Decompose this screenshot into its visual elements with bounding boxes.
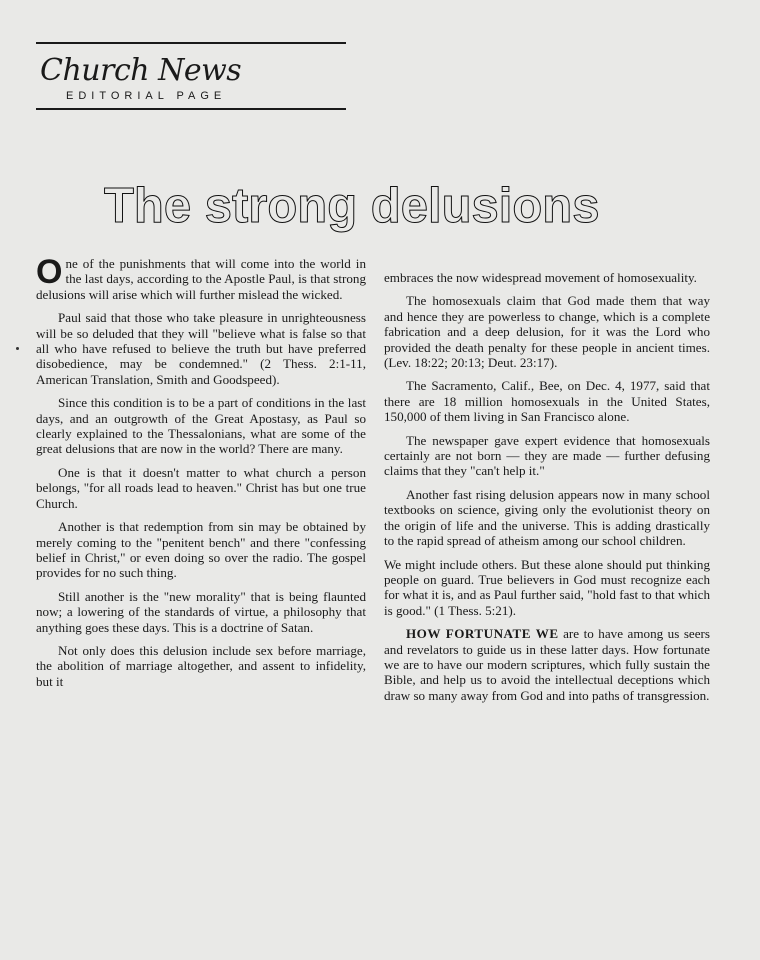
closing-text: are to have among us seers and revelators to guide us in these latter days. How fortunate we are to have our modern scriptures, which fully sustain the Bible, and help us to avoid the intellectual deceptions which draw so many away from God and into paths of transgression. — [384, 626, 710, 703]
masthead-bottom-rule — [36, 108, 346, 110]
masthead-title: Church News — [40, 53, 242, 88]
paragraph-4: One is that it doesn't matter to what church a person belongs, "for all roads lead to heaven." Christ has but one true Church. — [36, 464, 366, 511]
paragraph-7: Not only does this delusion include sex before marriage, the abolition of marriage altogether, and assent to infidelity, but it — [36, 642, 366, 689]
paragraph-5: Another is that redemption from sin may be obtained by merely coming to the "penitent bench" and there "confessing belief in Christ," or even doing so over the radio. The gospel provides for no such thing. — [36, 519, 366, 581]
paragraph-9: The Sacramento, Calif., Bee, on Dec. 4, 1977, said that there are 18 million homosexuals in the United States, 150,000 of them living in San Francisco alone. — [384, 378, 710, 425]
drop-cap: O — [36, 253, 63, 291]
paragraph-3: Since this condition is to be a part of conditions in the last days, and an outgrowth of the Great Apostasy, as Paul so clearly explained to the Thessalonians, what are some of the great delusions that are now in the world? There are many. — [36, 395, 366, 457]
masthead — [36, 42, 346, 110]
paragraph-7-continued: embraces the now widespread movement of homosexuality. — [384, 270, 697, 285]
paragraph-6: Still another is the "new morality" that is being flaunted now; a lowering of the standards of virtue, a philosophy that anything goes these days. This is a doctrine of Satan. — [36, 588, 366, 635]
paragraph-2: Paul said that those who take pleasure in unrighteousness will be so deluded that they will "believe what is false so that all who have refused to believe the truth but have preferred disobedience, may be condemned." (2 Thess. 2:1-11, American Translation, Smith and Goodspeed). — [36, 310, 366, 387]
paragraph-12: We might include others. But these alone should put thinking people on guard. True believers in God must recognize each for what it is, and as Paul further said, "hold fast to that which is good." (1 Thess. 5:21). — [384, 556, 710, 618]
closing-run-in: HOW FORTUNATE WE — [406, 626, 559, 642]
paragraph-11: Another fast rising delusion appears now in many school textbooks on science, giving only the evolutionist theory on the origin of life and the universe. This is adding drastically to the rapid spread of atheism among our school children. — [384, 486, 710, 549]
article-column-right — [384, 270, 710, 711]
paragraph-10: The newspaper gave expert evidence that homosexuals certainly are not born — they are made — further defusing claims that they "can't help it." — [384, 432, 710, 479]
masthead-subtitle: EDITORIAL PAGE — [66, 90, 227, 102]
paragraph-1-text: ne of the punishments that will come into the world in the last days, according to the Apostle Paul, is that strong delusions will arise which will further mislead the wicked. — [36, 256, 366, 302]
paragraph-1 — [36, 253, 366, 302]
masthead-top-rule — [36, 42, 346, 44]
margin-mark — [16, 347, 19, 350]
article-headline: The strong delusions — [104, 179, 600, 233]
paragraph-closing — [384, 626, 710, 703]
article-column-left — [36, 253, 366, 697]
paragraph-8: The homosexuals claim that God made them that way and hence they are powerless to change, which is a complete fabrication and a deep delusion, for it was the Lord who provided the death penalty for these people in ancient times. (Lev. 18:22; 20:13; Deut. 23:17). — [384, 293, 710, 371]
